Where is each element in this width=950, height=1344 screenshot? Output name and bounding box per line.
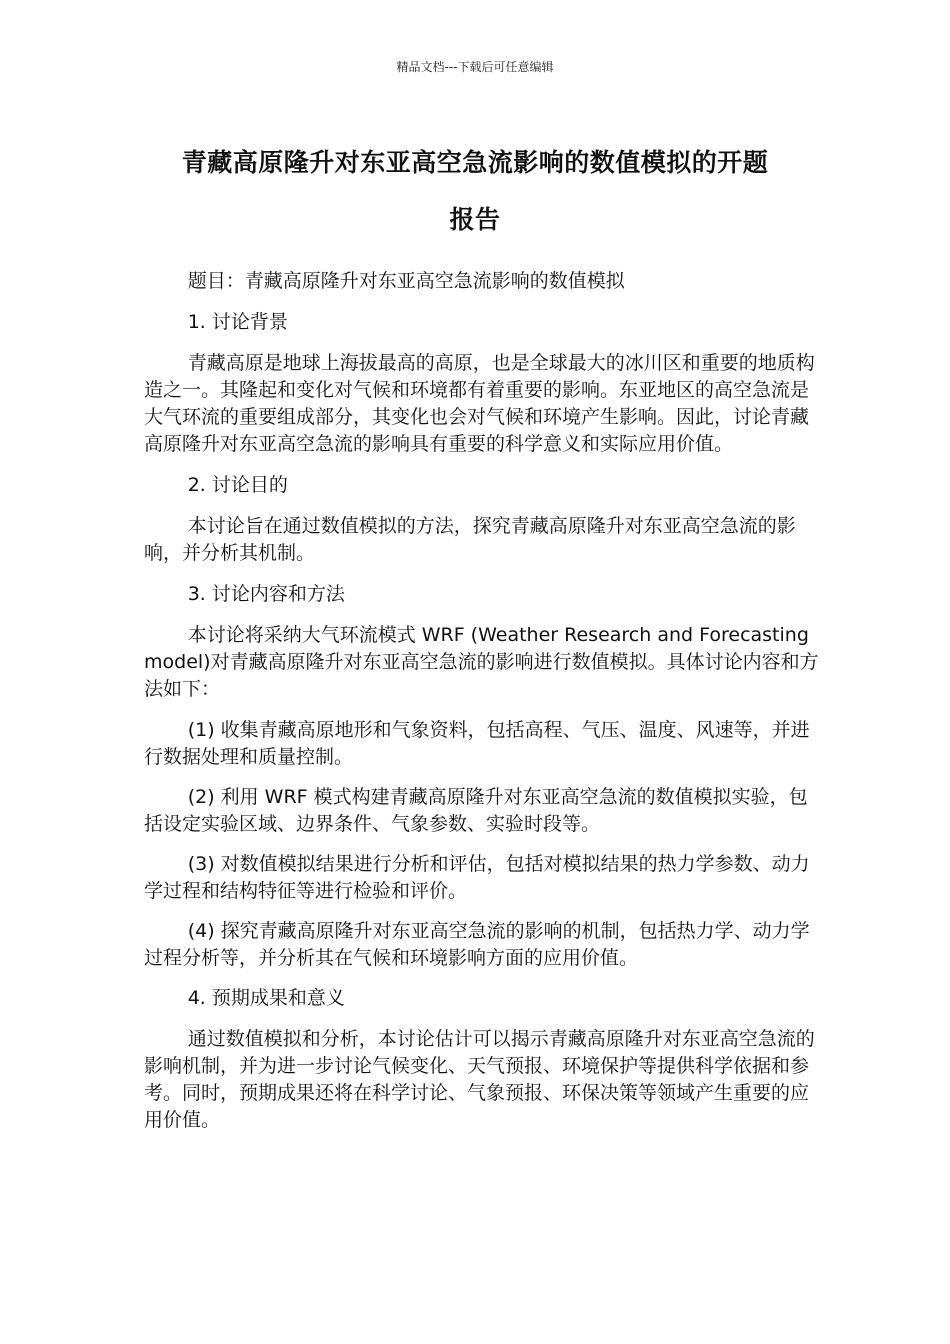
paragraph-purpose: 本讨论旨在通过数值模拟的方法，探究青藏高原隆升对东亚高空急流的影响，并分析其机制。 <box>144 515 796 564</box>
section-heading-methods: 3. 讨论内容和方法 <box>187 583 345 605</box>
list-item-1: (1) 收集青藏高原地形和气象资料，包括高程、气压、温度、风速等，并进行数据处理和质量控制。 <box>144 719 810 768</box>
document-title <box>140 134 810 248</box>
list-item-3: (3) 对数值模拟结果进行分析和评估，包括对模拟结果的热力学参数、动力学过程和结构特征等进行检验和评价。 <box>144 853 810 902</box>
paragraph-background: 青藏高原是地球上海拔最高的高原，也是全球最大的冰川区和重要的地质构造之一。其隆起和变化对气候和环境都有着重要的影响。东亚地区的高空急流是大气环流的重要组成部分，其变化也会对气候和环境产生影响。因此，讨论青藏高原隆升对东亚高空急流的影响具有重要的科学意义和实际应用价值。 <box>144 352 815 455</box>
header-note: 精品文档---下载后可任意编辑 <box>396 60 554 74</box>
section-heading-purpose: 2. 讨论目的 <box>187 474 288 496</box>
list-item-2: (2) 利用 WRF 模式构建青藏高原隆升对东亚高空急流的数值模拟实验，包括设定实验区域、边界条件、气象参数、实验时段等。 <box>144 786 808 835</box>
section-heading-outcomes: 4. 预期成果和意义 <box>187 987 345 1009</box>
paragraph-methods-intro: 本讨论将采纳大气环流模式 WRF (Weather Research and Forecasting model)对青藏高原隆升对东亚高空急流的影响进行数值模拟。具体讨论内容和方法如下： <box>144 624 819 700</box>
title-line-2: 报告 <box>449 205 501 234</box>
list-item-4: (4) 探究青藏高原隆升对东亚高空急流的影响的机制，包括热力学、动力学过程分析等，并分析其在气候和环境影响方面的应用价值。 <box>144 920 810 969</box>
paragraph-outcomes: 通过数值模拟和分析，本讨论估计可以揭示青藏高原隆升对东亚高空急流的影响机制，并为进一步讨论气候变化、天气预报、环境保护等提供科学依据和参考。同时，预期成果还将在科学讨论、气象预报、环保决策等领域产生重要的应用价值。 <box>144 1028 815 1131</box>
title-line-1: 青藏高原隆升对东亚高空急流影响的数值模拟的开题 <box>181 148 769 177</box>
topic-line: 题目：青藏高原隆升对东亚高空急流影响的数值模拟 <box>187 270 625 292</box>
section-heading-background: 1. 讨论背景 <box>187 311 288 333</box>
document-body <box>144 268 820 1134</box>
